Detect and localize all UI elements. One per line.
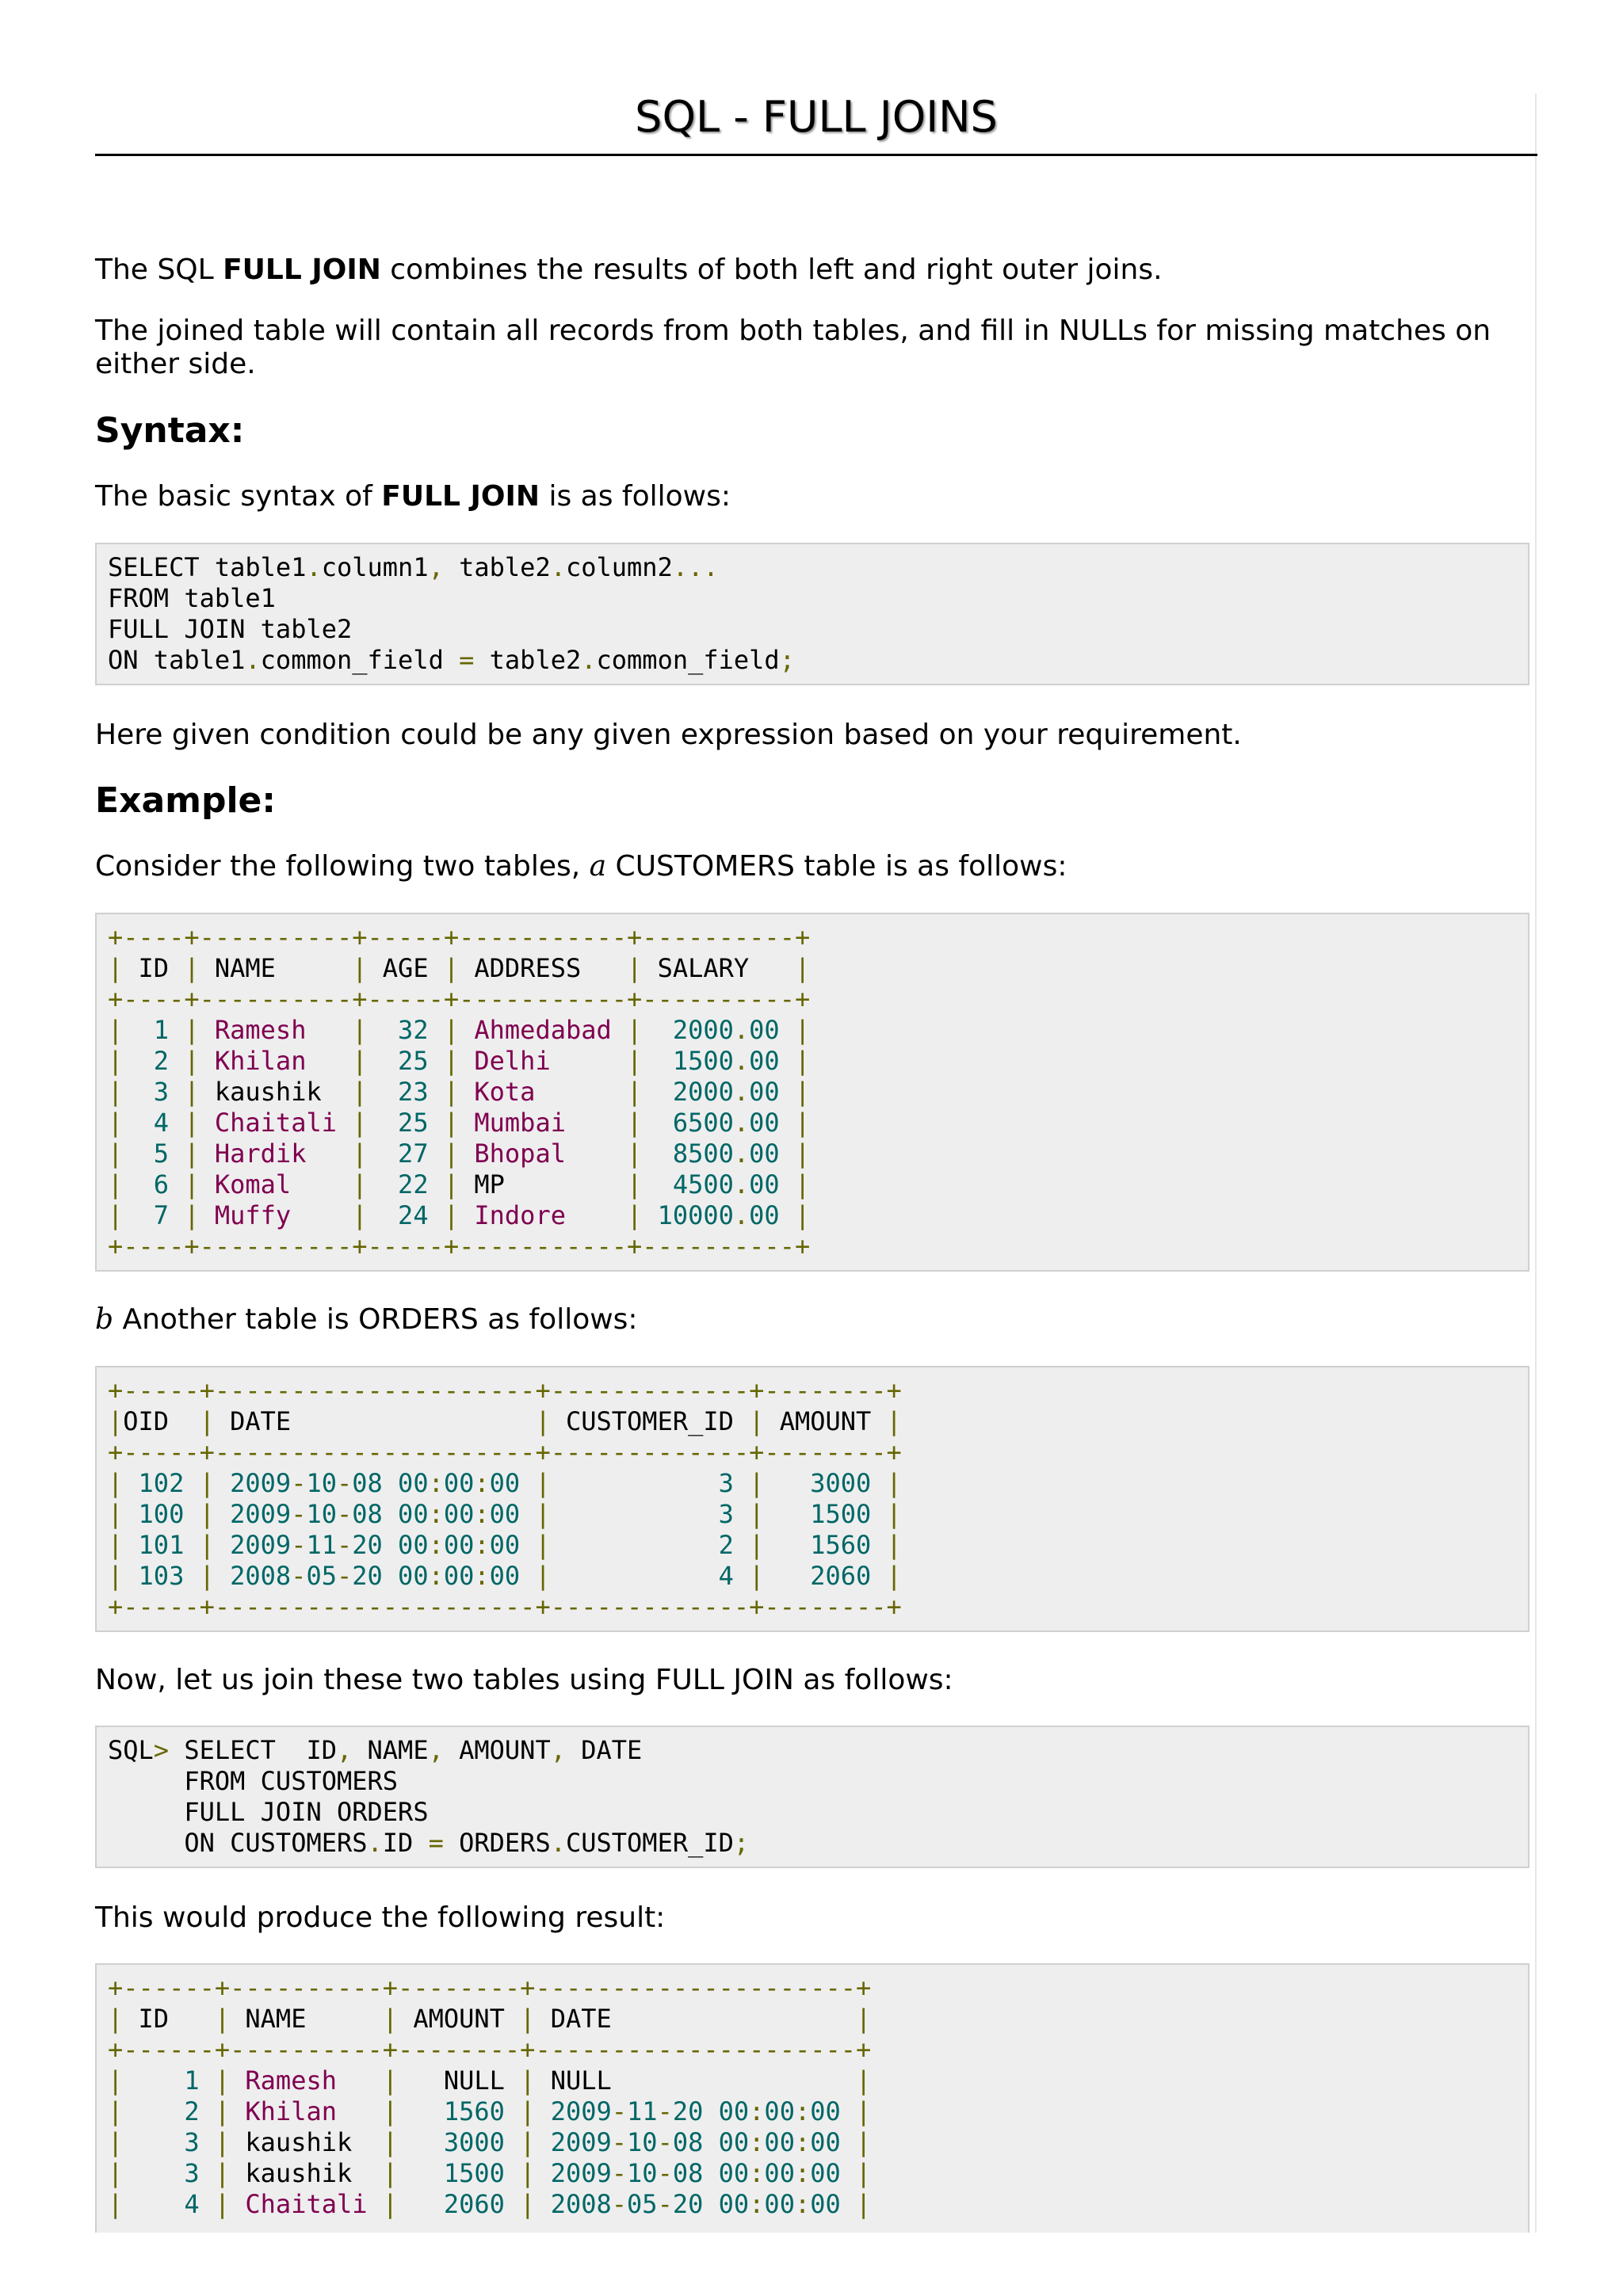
intro-paragraph-2: The joined table will contain all records from both tables, and fill in NULLs for missing matches on either side. xyxy=(95,315,1491,380)
syntax-note: Here given condition could be any given expression based on your requirement. xyxy=(95,719,1242,751)
orders-table-block xyxy=(95,1366,1529,1632)
join-lead: Now, let us join these two tables using FULL JOIN as follows: xyxy=(95,1664,953,1696)
intro-paragraph-1: The SQL FULL JOIN combines the results of both left and right outer joins. xyxy=(95,254,1163,286)
join-query: SQL> SELECT ID, NAME, AMOUNT, DATE FROM CUSTOMERS FULL JOIN ORDERS ON CUSTOMERS.ID = ORDERS.CUSTOMER_ID; xyxy=(108,1735,750,1858)
orders-lead: b Another table is ORDERS as follows: xyxy=(95,1303,638,1336)
label-a: a xyxy=(589,850,607,883)
result-table-block xyxy=(95,1963,1529,2233)
full-join-keyword: FULL JOIN xyxy=(223,254,381,286)
page-title: SQL - FULL JOINS xyxy=(635,92,998,142)
title-rule xyxy=(95,154,1537,156)
syntax-code-block xyxy=(95,543,1529,685)
result-table: +------+----------+--------+---------------------+ | ID | NAME | AMOUNT | DATE | +------+----------+--------+---------------------+ | 1 | Ramesh | NULL | NULL | | 2 | Khilan | 1560 | 2009-11-20 00:00:00 | | 3 | kaushik | 3000 | 2009-10-08 00:00:00 | | 3 | kaushik | 1500 | 2009-10-08 00:00:00 | | 4 | Chaitali | 2060 | 2008-05-20 00:00:00 | xyxy=(108,1973,872,2219)
orders-table: +-----+---------------------+-------------+--------+ |OID | DATE | CUSTOMER_ID | AMOUNT | +-----+---------------------+-------------+--------+ | 102 | 2009-10-08 00:00:00 | 3 | 3000 | | 100 | 2009-10-08 00:00:00 | 3 | 1500 | | 101 | 2009-11-20 00:00:00 | 2 | 1560 | | 103 | 2008-05-20 00:00:00 | 4 | 2060 | +-----+---------------------+-------------+--------+ xyxy=(108,1375,902,1622)
label-b: b xyxy=(95,1303,114,1336)
syntax-heading: Syntax: xyxy=(95,410,245,451)
syntax-lead: The basic syntax of FULL JOIN is as follows: xyxy=(95,480,731,513)
join-query-block xyxy=(95,1726,1529,1868)
syntax-code: SELECT table1.column1, table2.column2... FROM table1 FULL JOIN table2 ON table1.common_field = table2.common_field; xyxy=(108,552,795,675)
customers-table: +----+----------+-----+-----------+----------+ | ID | NAME | AGE | ADDRESS | SALARY | +----+----------+-----+-----------+----------+ | 1 | Ramesh | 32 | Ahmedabad | 2000.00 | | 2 | Khilan | 25 | Delhi | 1500.00 | | 3 | kaushik | 23 | Kota | 2000.00 | | 4 | Chaitali | 25 | Mumbai | 6500.00 | | 5 | Hardik | 27 | Bhopal | 8500.00 | | 6 | Komal | 22 | MP | 4500.00 | | 7 | Muffy | 24 | Indore | 10000.00 | +----+----------+-----+-----------+----------+ xyxy=(108,922,811,1261)
customers-lead: Consider the following two tables, a CUSTOMERS table is as follows: xyxy=(95,850,1067,883)
customers-table-block xyxy=(95,913,1529,1272)
example-heading: Example: xyxy=(95,780,276,821)
result-lead: This would produce the following result: xyxy=(95,1901,666,1934)
